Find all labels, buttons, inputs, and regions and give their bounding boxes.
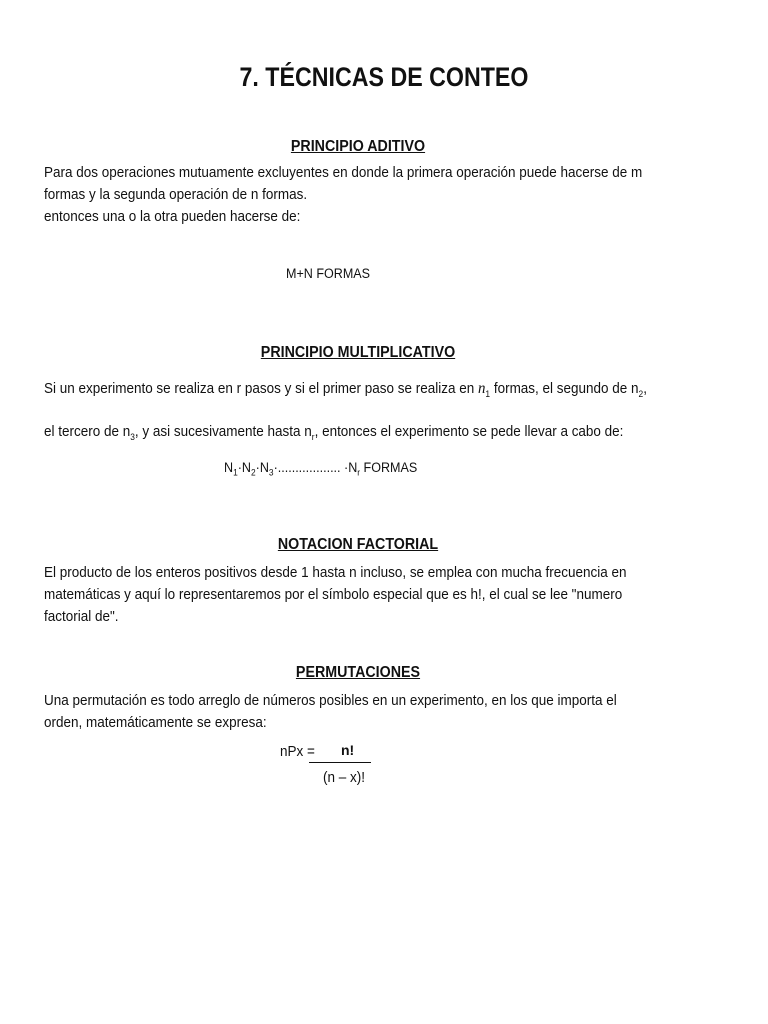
subscript: 3 <box>130 431 135 442</box>
formula-part: N <box>224 460 234 475</box>
formula-lhs: nPx = <box>280 744 315 760</box>
text-line: factorial de". <box>44 609 119 625</box>
text-segment: Si un experimento se realiza en r pasos y si el primer paso se realiza en <box>44 381 478 397</box>
subscript: 2 <box>638 388 644 399</box>
text-line: Una permutación es todo arreglo de números posibles en un experimento, en los que importa el <box>44 693 617 709</box>
math-variable: n <box>477 380 486 397</box>
formula-multiplicativo <box>224 460 417 478</box>
text-segment: formas, el segundo de n <box>490 381 639 397</box>
heading-principio-multiplicativo: PRINCIPIO MULTIPLICATIVO <box>260 344 456 361</box>
formula-part: ·N <box>255 460 269 475</box>
subscript: r <box>311 431 315 442</box>
text-segment: el tercero de n <box>44 423 131 440</box>
text-segment: , entonces el experimento se pede llevar a cabo de: <box>314 423 624 440</box>
paragraph-principio-multiplicativo <box>44 370 676 456</box>
heading-permutaciones: PERMUTACIONES <box>295 664 421 681</box>
heading-notacion-factorial: NOTACION FACTORIAL <box>277 536 439 553</box>
paragraph-principio-aditivo <box>44 162 676 228</box>
text-line: entonces una o la otra pueden hacerse de: <box>44 209 301 225</box>
text-line: orden, matemáticamente se expresa: <box>44 715 267 731</box>
heading-principio-aditivo: PRINCIPIO ADITIVO <box>290 138 426 155</box>
numerator-text: n! <box>341 742 355 758</box>
text-line <box>44 370 676 413</box>
text-line: formas y la segunda operación de n formas. <box>44 187 308 203</box>
formula-part: ·.................. ·N <box>273 460 358 475</box>
formula-part: FORMAS <box>360 460 418 475</box>
page-title: 7. TÉCNICAS DE CONTEO <box>239 62 529 92</box>
paragraph-notacion-factorial <box>44 562 676 628</box>
subscript: r <box>357 467 361 478</box>
text-segment: , <box>643 381 647 397</box>
subscript: 1 <box>485 388 491 399</box>
subscript: 1 <box>233 467 238 478</box>
fraction-numerator <box>309 742 371 763</box>
text-line: matemáticas y aquí lo representaremos por el símbolo especial que es h!, el cual se lee "numero <box>44 587 623 603</box>
subscript: 3 <box>268 467 274 478</box>
text-segment: , y asi sucesivamente hasta n <box>134 423 312 440</box>
text-line <box>44 413 676 456</box>
formula-part: ·N <box>237 460 251 475</box>
text-line: El producto de los enteros positivos desde 1 hasta n incluso, se emplea con mucha frecuencia en <box>44 565 627 581</box>
text-line: Para dos operaciones mutuamente excluyentes en donde la primera operación puede hacerse de m <box>44 165 643 181</box>
subscript: 2 <box>250 467 256 478</box>
fraction-denominator: (n – x)! <box>323 770 365 786</box>
paragraph-permutaciones <box>44 690 676 734</box>
formula-aditivo: M+N FORMAS <box>286 266 371 281</box>
